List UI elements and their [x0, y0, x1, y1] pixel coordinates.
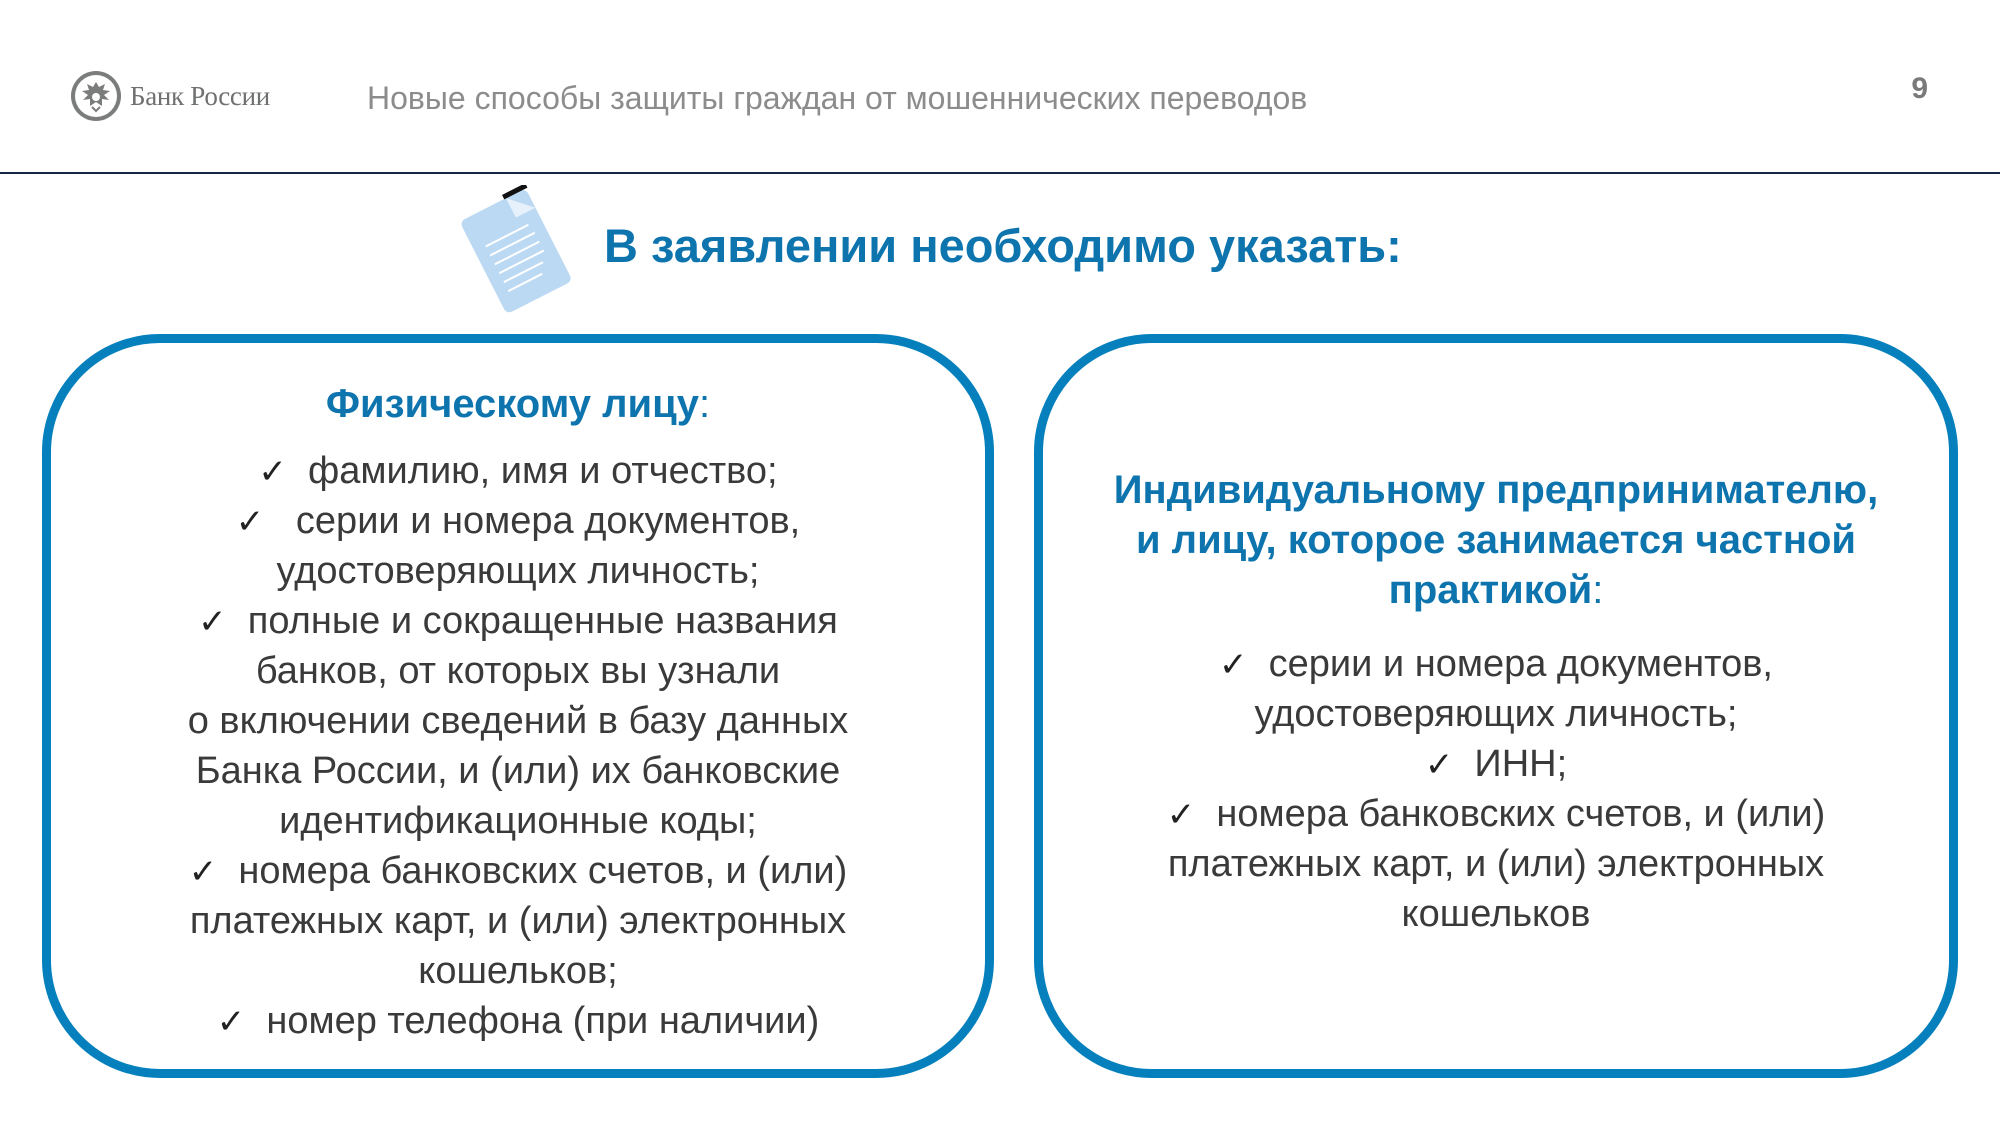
list-item: [51, 946, 985, 996]
presentation-title: Новые способы защиты граждан от мошеннических переводов: [367, 80, 1308, 116]
entrepreneur-title-line: Индивидуальному предпринимателю,: [1113, 468, 1879, 512]
checkmark-icon: ✓: [216, 1002, 246, 1042]
logo-text: Банк России: [130, 80, 270, 111]
list-item-text: кошельков;: [418, 950, 618, 992]
list-item: [51, 846, 985, 896]
title-colon: :: [1592, 568, 1604, 612]
bank-of-russia-eagle-icon: [70, 70, 122, 122]
entrepreneur-card: [1034, 334, 1958, 1078]
page-number: 9: [1911, 72, 1928, 105]
list-item-text: серии и номера документов,: [264, 500, 801, 542]
list-item: [1043, 789, 1949, 839]
header-divider: [0, 172, 2000, 174]
checkmark-icon: ✓: [198, 602, 227, 642]
list-item-text: номер телефона (при наличии): [245, 1000, 820, 1042]
list-item: [1043, 889, 1949, 939]
document-icon: [452, 185, 582, 320]
individual-title-text: Физическому лицу: [325, 382, 699, 426]
checkmark-icon: ✓: [258, 452, 287, 492]
list-item: [51, 996, 985, 1046]
individual-card: [42, 334, 994, 1078]
individual-requirements-list: [51, 446, 985, 1046]
entrepreneur-card-title: [1043, 465, 1949, 615]
list-item: [51, 446, 985, 496]
main-heading: В заявлении необходимо указать:: [604, 219, 1402, 272]
list-item: [51, 696, 985, 746]
checkmark-icon: ✓: [1219, 645, 1248, 685]
checkmark-icon: ✓: [188, 852, 218, 892]
list-item-text: платежных карт, и (или) электронных: [1167, 843, 1825, 885]
list-item: [1043, 739, 1949, 789]
list-item-text: номера банковских счетов, и (или): [217, 850, 848, 892]
checkmark-icon: ✓: [1424, 745, 1454, 785]
list-item-text: платежных карт, и (или) электронных: [189, 900, 847, 942]
list-item-text: фамилию, имя и отчество;: [286, 450, 778, 492]
list-item: [51, 896, 985, 946]
list-item-text: номера банковских счетов, и (или): [1195, 793, 1826, 835]
bank-logo[interactable]: [70, 70, 270, 122]
list-item-text: ИНН;: [1453, 743, 1568, 785]
list-item: [51, 596, 985, 646]
checkmark-icon: ✓: [235, 502, 265, 542]
entrepreneur-requirements-list: [1043, 639, 1949, 939]
entrepreneur-title-text: практикой: [1388, 568, 1593, 612]
list-item-text: кошельков: [1401, 893, 1591, 935]
list-item: [51, 496, 985, 546]
list-item: [1043, 839, 1949, 889]
list-item: [51, 646, 985, 696]
list-item-text: идентификационные коды;: [279, 800, 757, 842]
entrepreneur-title-line: и лицу, которое занимается частной: [1135, 518, 1857, 562]
list-item: [51, 796, 985, 846]
list-item: [51, 746, 985, 796]
list-item-text: серии и номера документов,: [1247, 643, 1773, 685]
list-item: [51, 546, 985, 596]
title-colon: :: [698, 382, 711, 426]
individual-card-title: [51, 379, 985, 429]
list-item-text: банков, от которых вы узнали: [255, 650, 781, 692]
list-item-text: удостоверяющих личность;: [1254, 693, 1738, 735]
list-item: [1043, 689, 1949, 739]
checkmark-icon: ✓: [1166, 795, 1196, 835]
list-item: [1043, 639, 1949, 689]
list-item-text: полные и сокращенные названия: [226, 600, 838, 642]
entrepreneur-title-line-last: [1043, 565, 1949, 615]
list-item-text: удостоверяющих личность;: [276, 550, 760, 592]
list-item-text: Банка России, и (или) их банковские: [195, 750, 841, 792]
list-item-text: о включении сведений в базу данных: [187, 700, 849, 742]
